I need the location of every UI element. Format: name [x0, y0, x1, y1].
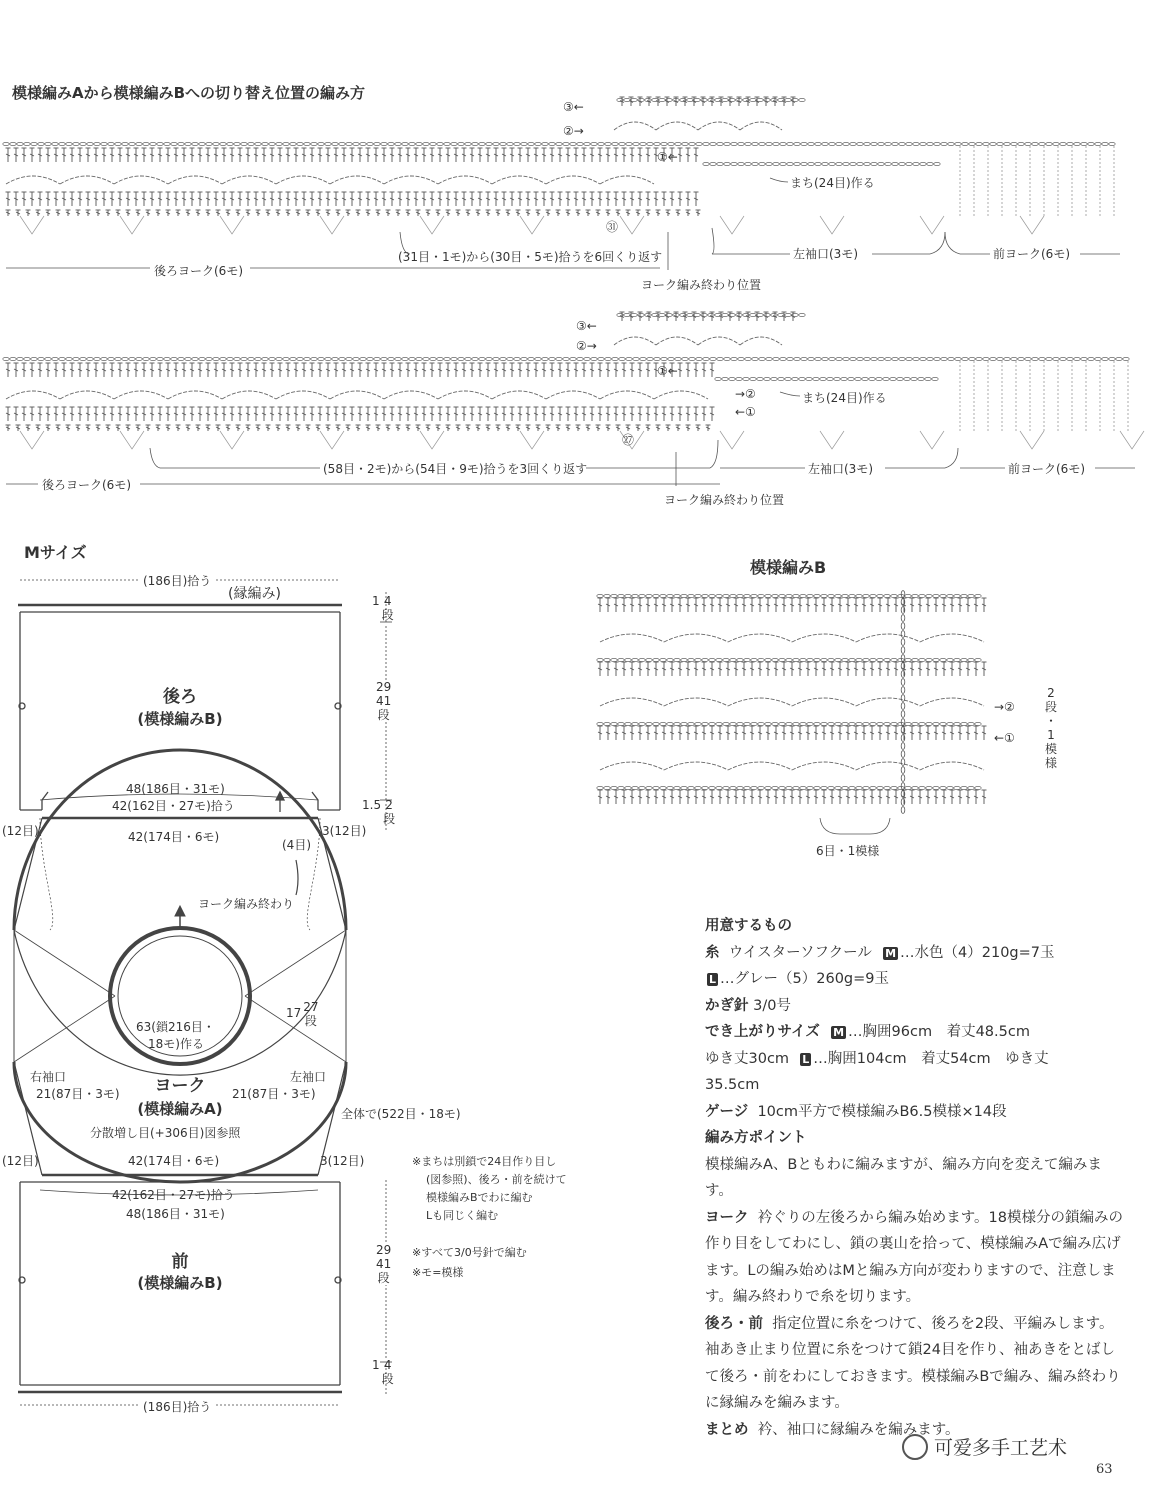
note-0: ※まちは別鎖で24目作り目し [412, 1155, 557, 1168]
c2-end-row: ㉗ [622, 433, 635, 447]
tr-0: 1.5 [362, 798, 382, 812]
section-title-switch: 模様編みAから模様編みBへの切り替え位置の編み方 [12, 84, 366, 102]
wechat-icon [902, 1434, 928, 1460]
right-sleeve: 右袖口 [30, 1070, 67, 1084]
edge-rows-bottom [372, 1358, 394, 1386]
side-rows [286, 1000, 319, 1028]
top-pick: (186目)拾う [140, 572, 214, 589]
right-sleeve-count: 21(87目・3モ) [36, 1087, 120, 1101]
pb-rep-v2: ・ [1044, 714, 1057, 728]
left-sleeve: 左袖口 [290, 1070, 327, 1084]
er-bot-2: 段 [381, 1372, 394, 1386]
instructions-panel [705, 913, 1125, 1443]
size-title: Mサイズ [24, 543, 87, 562]
bf-instr-label: 後ろ・前 [705, 1315, 763, 1332]
back-width-2: 42(162目・27モ)拾う [112, 799, 235, 813]
pb-rep-v3: 1 [1047, 728, 1055, 742]
right-12-bottom: 3(12目) [320, 1154, 365, 1168]
fr-1: 41 [376, 1257, 392, 1271]
gusset-notes [412, 1153, 567, 1225]
m-size: …胸囲96cm 着丈48.5cm [848, 1024, 1030, 1040]
edging-label: (縁編み) [228, 586, 281, 602]
c2-gusset: まち(24目)作る [802, 391, 887, 405]
watermark [902, 1433, 1067, 1460]
l-size-2: 35.5cm [705, 1077, 760, 1093]
yoke-instr-text: 衿ぐりの左後ろから編み始めます。18模様分の鎖編みの作り目をしてわにし、鎖の裏山を拾って、模様編みAで編み広げます。Lの編み始めはMと編み方向が変わりますので、注意します。編み終わりで糸を切ります。 [705, 1209, 1124, 1305]
c1-end-row: ㉛ [606, 220, 619, 234]
yoke-bottom: 42(174目・6モ) [128, 1154, 220, 1168]
edge-rows-top [372, 594, 394, 622]
yarn-line [705, 940, 1125, 967]
two-rows [362, 798, 395, 826]
er-bot-1: 4 [383, 1358, 392, 1372]
c1-back: 後ろヨーク(6モ) [154, 264, 243, 278]
right-12: 3(12目) [322, 824, 367, 838]
back-width-1: 48(186目・31モ) [126, 782, 225, 796]
yarn-label: 糸 [705, 944, 720, 961]
finish-text: 衿、袖口に縁編みを編みます。 [757, 1421, 960, 1438]
pb-rep-v0: 2 [1047, 686, 1055, 700]
pattern-b-stitches [597, 591, 987, 834]
yoke-top: 42(174目・6モ) [128, 830, 220, 844]
c1-row2: ②→ [563, 124, 584, 138]
c2-yoke-end: ヨーク編み終わり位置 [664, 493, 785, 507]
increase-note: 分散増し目(+306目)図参照 [90, 1126, 241, 1140]
c2-repeat: (58目・2モ)から(54目・9モ)拾うを3回くり返す [323, 462, 588, 476]
back-sub: (模様編みB) [137, 710, 223, 728]
fr-2: 段 [377, 1271, 390, 1285]
point-heading: 編み方ポイント [705, 1130, 807, 1146]
er-top-2: 段 [381, 608, 394, 622]
pb-rep-v1: 段 [1044, 700, 1057, 714]
note-3: Lも同じく編む [426, 1209, 499, 1222]
er-top-1: 4 [383, 594, 392, 608]
c2-sleeve: 左袖口(3モ) [808, 462, 873, 476]
size-line-2 [705, 1046, 1125, 1073]
chart-label-lines [0, 0, 1167, 520]
general-notes [412, 1243, 527, 1283]
front-sub: (模様編みB) [137, 1274, 223, 1292]
gauge-label: ゲージ [705, 1103, 749, 1120]
c2-row2: ②→ [576, 339, 597, 353]
bf-instructions [705, 1311, 1125, 1417]
l-size-badge-2: L [802, 1052, 810, 1066]
note-1: (図参照)、後ろ・前を続けて [426, 1173, 567, 1186]
neck-line-2: 18モ)作る [148, 1037, 204, 1051]
m-size-badge: M [885, 946, 897, 960]
m-yarn: …水色（4）210g=7玉 [900, 944, 1055, 961]
sr-0: 17 [286, 1006, 302, 1020]
hook-value: 3/0号 [753, 997, 791, 1014]
er-bot-0: 1 [372, 1358, 380, 1372]
m-size-badge-2: M [833, 1026, 845, 1039]
gauge-line [705, 1099, 1125, 1126]
c2-back: 後ろヨーク(6モ) [42, 478, 131, 492]
l-size: …胸囲104cm 着丈54cm ゆき丈 [813, 1050, 1049, 1067]
pb-repeat-vertical [1044, 686, 1058, 770]
l-yarn: …グレー（5）260g=9玉 [720, 971, 889, 987]
c2-front: 前ヨーク(6モ) [1008, 462, 1085, 476]
point-text: 模様編みA、Bともわに編みますが、編み方向を変えて編みます。 [705, 1156, 1102, 1199]
m-size-2: ゆき丈30cm [705, 1050, 790, 1067]
left-12: (12目) [2, 824, 39, 838]
c1-yoke-end: ヨーク編み終わり位置 [641, 278, 762, 292]
c2-row1: ①← [657, 364, 678, 378]
note-2: 模様編みBでわに編む [426, 1191, 533, 1204]
c1-gusset: まち(24目)作る [790, 176, 875, 190]
sr-2: 段 [304, 1014, 317, 1028]
finished-size-label: でき上がりサイズ [705, 1024, 820, 1040]
c2-side-row2: →② [735, 387, 756, 401]
br-2: 段 [377, 708, 390, 722]
sr-1: 27 [303, 1000, 319, 1014]
c1-front: 前ヨーク(6モ) [993, 247, 1070, 261]
c2-row3: ③← [576, 319, 597, 333]
left-12-bottom: (12目) [2, 1154, 39, 1168]
tr-1: 2 [385, 798, 393, 812]
back-rows [376, 680, 391, 722]
four-stitches: (4目) [282, 838, 311, 852]
yoke-instr-label: ヨーク [705, 1209, 749, 1226]
hook-line [705, 993, 1125, 1020]
bf-instr-text: 指定位置に糸をつけて、後ろを2段、平編みします。袖あき止まり位置に糸をつけて鎖24目を作り、袖あきをとばして後ろ・前をわにしておきます。模様編みBで編み、編み終わりに縁編みを編みます。 [705, 1315, 1121, 1411]
bottom-pick: (186目)拾う [140, 1398, 214, 1415]
c1-row1: ①← [657, 150, 678, 164]
pb-rep-v4: 模 [1044, 742, 1057, 756]
yarn-name: ウイスターソフクール [728, 944, 872, 961]
br-1: 41 [376, 694, 392, 708]
front-rows [376, 1243, 391, 1285]
front-title: 前 [171, 1252, 189, 1272]
c1-row3: ③← [563, 100, 584, 114]
pb-row2: →② [994, 700, 1015, 714]
c2-side-row1: ←① [735, 405, 756, 419]
yoke-end-label: ヨーク編み終わり [198, 897, 295, 911]
fr-0: 29 [376, 1243, 392, 1257]
note2-0: ※すべて3/0号針で編む [412, 1246, 527, 1259]
pattern-b-title: 模様編みB [750, 558, 827, 577]
neck-line-1: 63(鎖216目・ [136, 1020, 215, 1034]
hook-label: かぎ針 [705, 997, 749, 1014]
left-sleeve-count: 21(87目・3モ) [232, 1087, 316, 1101]
yoke-instructions [705, 1205, 1125, 1311]
total-stitches: 全体で(522目・18モ) [341, 1107, 461, 1121]
page-number: 63 [1096, 1462, 1113, 1477]
size-line [705, 1019, 1125, 1046]
l-size-badge: L [709, 973, 717, 986]
front-width-1: 48(186目・31モ) [126, 1207, 225, 1221]
tr-2: 段 [383, 812, 396, 826]
l-yarn-line [705, 966, 1125, 993]
yoke-sub: (模様編みA) [137, 1100, 223, 1118]
front-width-2: 42(162目・27モ)拾う [112, 1188, 235, 1202]
pb-repeat-horizontal: 6目・1模様 [816, 844, 880, 858]
c1-repeat: (31目・1モ)から(30目・5モ)拾うを6回くり返す [398, 250, 663, 264]
yoke-title: ヨーク [154, 1076, 206, 1096]
pb-row1: ←① [994, 731, 1015, 745]
watermark-text: 可爱多手工艺术 [934, 1437, 1068, 1459]
finish-label: まとめ [705, 1421, 749, 1438]
gauge-value: 10cm平方で模様編みB6.5模様×14段 [757, 1103, 1007, 1120]
materials-heading: 用意するもの [705, 918, 792, 934]
pb-rep-v5: 様 [1044, 756, 1057, 770]
br-0: 29 [376, 680, 392, 694]
back-title: 後ろ [163, 687, 197, 707]
c1-sleeve: 左袖口(3モ) [793, 247, 858, 261]
note2-1: ※モ=模様 [412, 1266, 464, 1279]
er-top-0: 1 [372, 594, 380, 608]
